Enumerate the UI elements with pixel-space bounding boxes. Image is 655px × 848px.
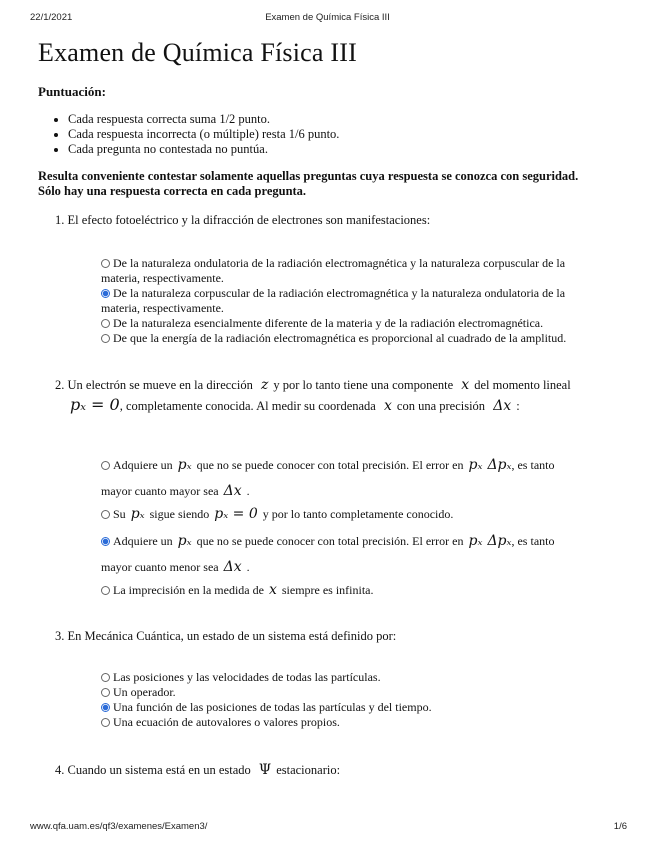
- option-q3-c[interactable]: Una función de las posiciones de todas las partículas y del tiempo.: [101, 700, 579, 715]
- scoring-item: • Cada respuesta incorrecta (o múltiple) resta 1/6 punto.: [68, 127, 618, 142]
- radio-button[interactable]: [101, 586, 110, 595]
- question-text: 4. Cuando un sistema está en un estado Ψ estacionario:: [55, 762, 341, 778]
- print-title: Examen de Química Física III: [265, 12, 390, 23]
- question-4: [38, 762, 618, 778]
- page-title: Examen de Química Física III: [38, 38, 357, 67]
- question-text: 1. El efecto fotoeléctrico y la difracción de electrones son manifestaciones:: [55, 213, 431, 227]
- question-text: 3. En Mecánica Cuántica, un estado de un sistema está definido por:: [55, 629, 397, 643]
- question-text: 2. Un electrón se mueve en la dirección z y por lo tanto tiene una componente x del momento lineal pₓ = 0, completamente conocida. Al medir su coordenada x con una precisión Δx :: [55, 377, 571, 414]
- options-q2: [101, 452, 586, 600]
- option-q1-d[interactable]: De que la energía de la radiación electromagnética es proporcional al cuadrado de la amplitud.: [101, 331, 579, 346]
- scoring-heading: Puntuación:: [38, 84, 106, 99]
- option-q3-b[interactable]: Un operador.: [101, 685, 579, 700]
- option-q3-a[interactable]: Las posiciones y las velocidades de todas las partículas.: [101, 670, 579, 685]
- print-page-number: 1/6: [613, 821, 627, 832]
- scoring-list: [38, 112, 618, 157]
- radio-button[interactable]: [101, 259, 110, 268]
- single-answer-text: Sólo hay una respuesta correcta en cada pregunta.: [38, 184, 307, 198]
- exam-content: [38, 38, 618, 778]
- radio-button[interactable]: [101, 461, 110, 470]
- options-q3: [101, 670, 579, 730]
- radio-button[interactable]: [101, 688, 110, 697]
- option-q2-a[interactable]: Adquiere un pₓ que no se puede conocer con total precisión. El error en pₓ Δpₓ, es tanto mayor cuanto mayor sea Δx .: [101, 457, 555, 499]
- radio-button-selected[interactable]: [101, 537, 110, 546]
- radio-button[interactable]: [101, 673, 110, 682]
- radio-button[interactable]: [101, 718, 110, 727]
- options-q1: [101, 256, 579, 346]
- option-q1-a[interactable]: De la naturaleza ondulatoria de la radiación electromagnética y la naturaleza corpuscular de la materia, respectivamente.: [101, 256, 566, 285]
- radio-button[interactable]: [101, 319, 110, 328]
- scoring-item: • Cada respuesta correcta suma 1/2 punto.: [68, 112, 618, 127]
- option-q1-b[interactable]: De la naturaleza corpuscular de la radiación electromagnética y la naturaleza ondulatoria de la materia, respectivamente.: [101, 286, 566, 315]
- option-q2-b[interactable]: Su pₓ sigue siendo pₓ = 0 y por lo tanto completamente conocido.: [101, 504, 586, 524]
- option-q2-d[interactable]: La imprecisión en la medida de x siempre es infinita.: [101, 580, 586, 600]
- option-q3-d[interactable]: Una ecuación de autovalores o valores propios.: [101, 715, 579, 730]
- radio-button-selected[interactable]: [101, 289, 110, 298]
- question-3: [38, 628, 618, 730]
- radio-button[interactable]: [101, 334, 110, 343]
- print-url: www.qfa.uam.es/qf3/examenes/Examen3/: [30, 821, 208, 832]
- option-q2-c[interactable]: Adquiere un pₓ que no se puede conocer con total precisión. El error en pₓ Δpₓ, es tanto mayor cuanto menor sea Δx .: [101, 533, 555, 575]
- advice-text: Resulta conveniente contestar solamente aquellas preguntas cuya respuesta se conozca con seguridad.: [38, 169, 579, 183]
- option-q1-c[interactable]: De la naturaleza esencialmente diferente de la materia y de la radiación electromagnética.: [101, 316, 579, 331]
- instructions: [38, 169, 618, 199]
- question-2: [38, 376, 618, 600]
- question-1: [38, 212, 618, 346]
- print-date: 22/1/2021: [30, 12, 73, 23]
- radio-button-selected[interactable]: [101, 703, 110, 712]
- radio-button[interactable]: [101, 510, 110, 519]
- scoring-item: • Cada pregunta no contestada no puntúa.: [68, 142, 618, 157]
